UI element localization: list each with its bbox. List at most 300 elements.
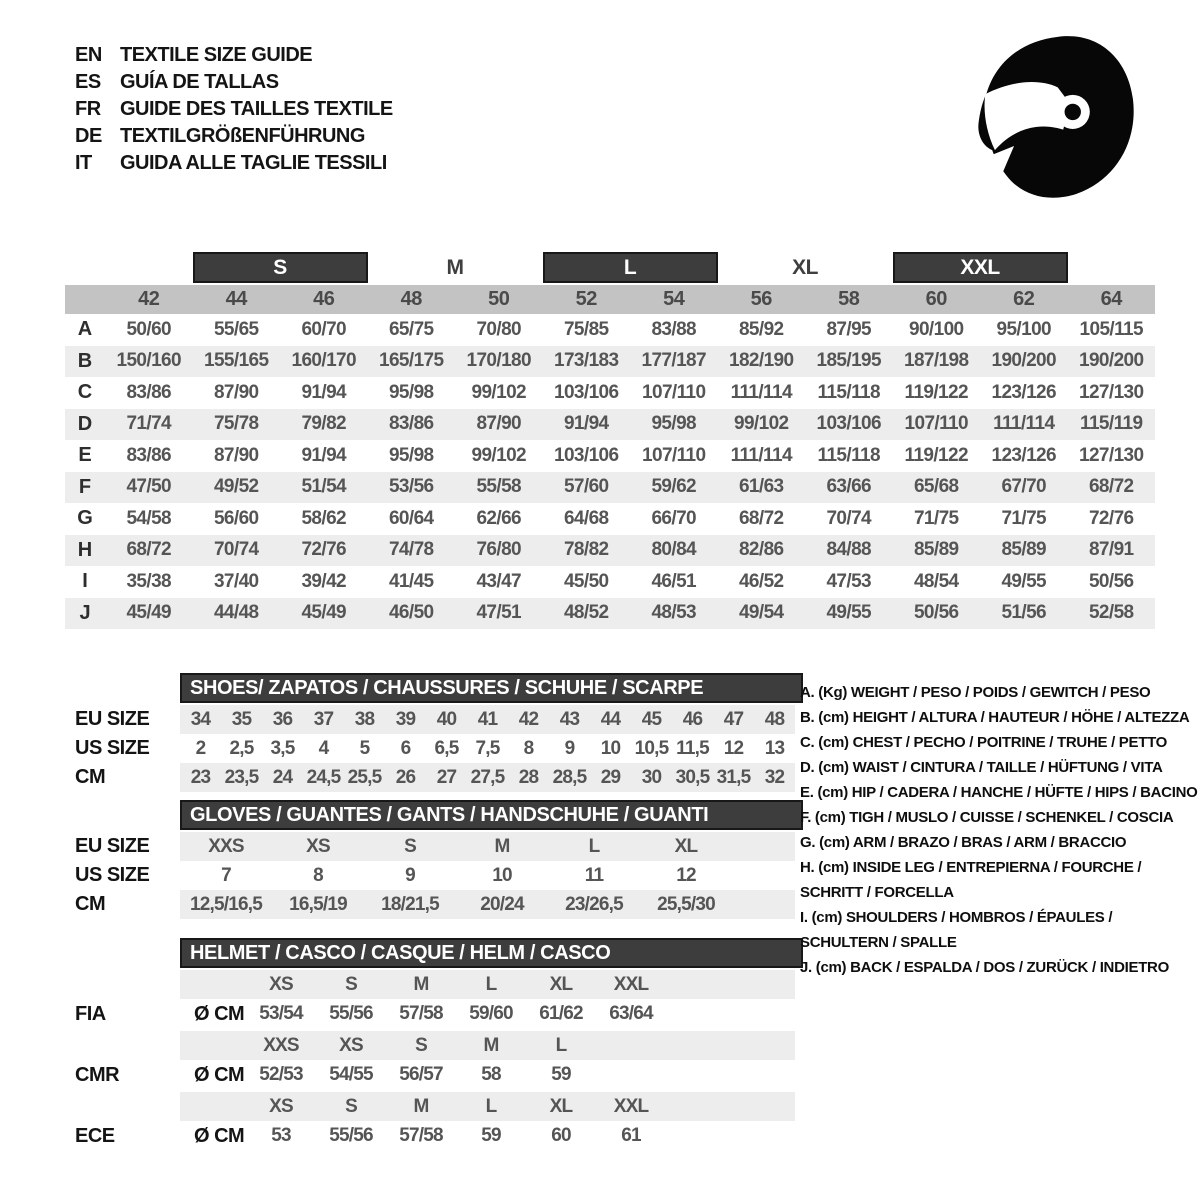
size-label-cell: XXS	[263, 1034, 299, 1056]
helmet-sizes-row-cmr	[65, 1031, 803, 1060]
gloves-row-us-size	[65, 861, 803, 890]
size-value-cell: 68/72	[1088, 476, 1134, 498]
value-cell: 46	[682, 708, 703, 730]
value-cell: 23/26,5	[565, 893, 623, 915]
size-value-cell: 63/66	[826, 476, 872, 498]
value-cell: 18/21,5	[381, 893, 439, 915]
helmet-sizes-band	[180, 1031, 795, 1060]
size-value-cell: 51/54	[301, 476, 347, 498]
value-cell: 38	[354, 708, 375, 730]
language-title: GUIDA ALLE TAGLIE TESSILI	[120, 152, 387, 174]
value-cell: 55/56	[329, 1125, 373, 1146]
language-title: TEXTILGRÖßENFÜHRUNG	[120, 125, 365, 147]
legend-item	[800, 830, 1180, 855]
size-value-cell: 60/70	[301, 318, 347, 340]
size-value-cell: 150/160	[116, 350, 181, 372]
shoes-size-table	[65, 673, 803, 792]
size-value-cell: 91/94	[301, 444, 347, 466]
size-value-cell: 95/98	[388, 444, 434, 466]
size-value-cell: 64/68	[563, 507, 609, 529]
value-cell: 9	[405, 864, 415, 886]
size-value-cell: 83/86	[126, 444, 172, 466]
standard-label: FIA	[75, 1002, 106, 1025]
size-row-a	[65, 314, 1155, 346]
language-title: TEXTILE SIZE GUIDE	[120, 44, 313, 66]
size-value-cell: 46/52	[738, 570, 784, 592]
value-cell: 2	[195, 737, 206, 759]
row-label: EU SIZE	[75, 835, 150, 857]
size-row-c	[65, 377, 1155, 409]
shoes-row-eu-size	[65, 705, 803, 734]
value-cell: 29	[600, 766, 621, 788]
row-label: US SIZE	[75, 864, 150, 886]
size-group-header-row	[65, 252, 1155, 283]
size-value-cell: 50/56	[913, 602, 959, 624]
size-value-cell: 111/114	[730, 444, 792, 466]
language-row	[75, 96, 393, 123]
size-value-cell: 70/74	[826, 507, 872, 529]
value-cell: 27	[436, 766, 457, 788]
helmet-standard-row-fia	[65, 999, 803, 1029]
value-cell: 26	[395, 766, 416, 788]
value-cell: 24,5	[306, 766, 341, 788]
size-row-h	[65, 535, 1155, 567]
size-column-header: 48	[400, 288, 422, 310]
legend-line: SCHRITT / FORCELLA	[800, 884, 954, 901]
value-cell: XL	[674, 835, 698, 857]
helmet-sizes-band	[180, 1092, 795, 1121]
helmet-values-band	[180, 999, 795, 1029]
size-value-cell: 35/38	[126, 570, 172, 592]
size-group-l: L	[543, 252, 718, 283]
size-label-cell: L	[555, 1034, 567, 1056]
legend-line: H. (cm) INSIDE LEG / ENTREPIERNA / FOURCHE /	[800, 859, 1142, 876]
size-value-cell: 61/63	[738, 476, 784, 498]
language-code: EN	[75, 44, 102, 66]
gloves-row-eu-size	[65, 832, 803, 861]
size-column-header: 52	[575, 288, 597, 310]
gloves-rows	[65, 832, 803, 919]
value-cell: 5	[359, 737, 370, 759]
size-label-cell: L	[485, 973, 497, 995]
helmet-section-title: HELMET / CASCO / CASQUE / HELM / CASCO	[180, 938, 803, 968]
value-cell: 10	[492, 864, 512, 886]
legend-line: SCHULTERN / SPALLE	[800, 934, 957, 951]
legend-item	[800, 805, 1180, 830]
size-value-cell: 76/80	[476, 539, 522, 561]
shoes-value-band	[180, 734, 795, 763]
size-value-cell: 103/106	[554, 444, 619, 466]
racing-helmet-icon	[973, 30, 1137, 202]
size-value-cell: 85/89	[1001, 539, 1047, 561]
size-value-cell: 65/75	[388, 318, 434, 340]
size-value-cell: 95/100	[996, 318, 1051, 340]
size-label-cell: XXL	[613, 1095, 649, 1117]
diameter-unit-label: Ø CM	[194, 1063, 245, 1086]
value-cell: 36	[272, 708, 293, 730]
standard-label: ECE	[75, 1124, 115, 1147]
size-value-cell: 51/56	[1001, 602, 1047, 624]
value-cell: 30,5	[675, 766, 710, 788]
size-column-header: 62	[1013, 288, 1035, 310]
size-column-header: 44	[225, 288, 247, 310]
spacer-cell	[65, 970, 180, 999]
size-value-cell: 47/53	[826, 570, 872, 592]
row-letter: A	[77, 318, 93, 341]
value-cell: 8	[313, 864, 323, 886]
value-cell: L	[588, 835, 600, 857]
legend-item	[800, 680, 1180, 705]
size-value-cell: 48/53	[651, 602, 697, 624]
value-cell: XXS	[208, 835, 244, 857]
size-value-cell: 177/187	[641, 350, 706, 372]
spacer-cell	[105, 252, 193, 283]
shoes-rows	[65, 705, 803, 792]
size-label-cell: XS	[269, 1095, 293, 1117]
language-code: DE	[75, 125, 102, 147]
value-cell: 25,5/30	[657, 893, 715, 915]
size-group-s: S	[193, 252, 368, 283]
size-value-cell: 62/66	[476, 507, 522, 529]
value-cell: 53	[271, 1125, 291, 1146]
size-value-cell: 55/58	[476, 476, 522, 498]
size-value-cell: 185/195	[816, 350, 881, 372]
size-value-cell: 103/106	[816, 413, 881, 435]
gloves-section-title: GLOVES / GUANTES / GANTS / HANDSCHUHE / GUANTI	[180, 800, 803, 830]
size-value-cell: 107/110	[642, 444, 706, 466]
row-letter: E	[78, 444, 92, 467]
value-cell: 20/24	[480, 893, 524, 915]
size-value-cell: 190/200	[991, 350, 1056, 372]
value-cell: 27,5	[470, 766, 505, 788]
value-cell: 13	[764, 737, 785, 759]
row-label: US SIZE	[75, 737, 150, 759]
size-value-cell: 155/165	[204, 350, 269, 372]
size-value-cell: 49/55	[1001, 570, 1047, 592]
shoes-value-band	[180, 705, 795, 734]
gloves-value-band	[180, 890, 795, 919]
language-row	[75, 42, 393, 69]
value-cell: M	[494, 835, 510, 857]
size-label-cell: M	[413, 1095, 429, 1117]
size-label-cell: L	[485, 1095, 497, 1117]
size-value-cell: 71/75	[1001, 507, 1047, 529]
value-cell: 4	[318, 737, 329, 759]
size-value-cell: 85/92	[738, 318, 784, 340]
size-value-cell: 115/118	[817, 444, 880, 466]
size-value-cell: 107/110	[642, 381, 706, 403]
spacer-cell	[65, 1092, 180, 1121]
row-letter: G	[77, 507, 93, 530]
row-label: EU SIZE	[75, 708, 150, 730]
legend-line: F. (cm) TIGH / MUSLO / CUISSE / SCHENKEL / COSCIA	[800, 809, 1174, 826]
size-value-cell: 87/90	[213, 444, 259, 466]
size-column-header: 50	[488, 288, 510, 310]
size-label-cell: S	[345, 1095, 357, 1117]
size-row-i	[65, 566, 1155, 598]
size-value-cell: 71/75	[913, 507, 959, 529]
size-value-cell: 119/122	[904, 381, 968, 403]
spacer-cell	[65, 252, 105, 283]
size-label-cell: XS	[339, 1034, 363, 1056]
size-value-cell: 91/94	[563, 413, 609, 435]
value-cell: 60	[551, 1125, 571, 1146]
value-cell: 52/53	[259, 1064, 303, 1085]
size-value-cell: 55/65	[213, 318, 259, 340]
value-cell: 45	[641, 708, 662, 730]
shoes-row-us-size	[65, 734, 803, 763]
size-value-cell: 59/62	[651, 476, 697, 498]
legend-item	[800, 755, 1180, 780]
size-label-cell: S	[415, 1034, 427, 1056]
size-value-cell: 80/84	[651, 539, 697, 561]
helmet-rows	[65, 970, 803, 1151]
row-letter: C	[77, 381, 93, 404]
shoes-value-band	[180, 763, 795, 792]
value-cell: 23,5	[224, 766, 259, 788]
size-value-cell: 48/52	[563, 602, 609, 624]
legend-line: I. (cm) SHOULDERS / HOMBROS / ÉPAULES /	[800, 909, 1113, 926]
value-cell: 25,5	[347, 766, 382, 788]
value-cell: 6	[400, 737, 411, 759]
visor-pivot-center	[1065, 104, 1081, 120]
value-cell: 61	[621, 1125, 641, 1146]
legend-item	[800, 905, 1180, 955]
size-value-cell: 83/86	[388, 413, 434, 435]
row-letter: F	[78, 475, 92, 498]
size-value-cell: 99/102	[471, 444, 526, 466]
size-value-cell: 99/102	[733, 413, 789, 435]
row-label: CM	[75, 766, 106, 788]
value-cell: 32	[764, 766, 785, 788]
size-column-header: 58	[838, 288, 860, 310]
size-label-cell: S	[345, 973, 357, 995]
value-cell: 53/54	[259, 1003, 303, 1024]
value-cell: 8	[523, 737, 534, 759]
value-cell: 40	[436, 708, 457, 730]
size-value-cell: 79/82	[301, 413, 347, 435]
size-label-cell: XL	[549, 973, 573, 995]
value-cell: 7,5	[475, 737, 500, 759]
size-value-cell: 119/122	[904, 444, 968, 466]
size-column-header: 42	[138, 288, 160, 310]
size-value-cell: 45/49	[126, 602, 172, 624]
size-label-cell: XS	[269, 973, 293, 995]
spacer-cell	[65, 1031, 180, 1060]
value-cell: 30	[641, 766, 662, 788]
size-value-cell: 43/47	[476, 570, 522, 592]
helmet-sizes-row-fia	[65, 970, 803, 999]
size-value-cell: 50/56	[1088, 570, 1134, 592]
value-cell: 57/58	[399, 1003, 443, 1024]
size-value-cell: 123/126	[991, 444, 1056, 466]
language-row	[75, 150, 393, 177]
diameter-unit-label: Ø CM	[194, 1002, 245, 1025]
size-value-cell: 170/180	[466, 350, 531, 372]
gloves-size-table	[65, 800, 803, 919]
value-cell: 47	[723, 708, 744, 730]
value-cell: 59	[551, 1064, 571, 1085]
size-value-cell: 111/114	[730, 381, 792, 403]
language-title: GUIDE DES TAILLES TEXTILE	[120, 98, 393, 120]
language-title-block	[75, 42, 393, 177]
value-cell: 12	[676, 864, 696, 886]
legend-item	[800, 855, 1180, 905]
size-value-cell: 75/78	[213, 413, 259, 435]
value-cell: 39	[395, 708, 416, 730]
legend-line: G. (cm) ARM / BRAZO / BRAS / ARM / BRACCIO	[800, 834, 1127, 851]
size-value-cell: 67/70	[1001, 476, 1047, 498]
size-value-cell: 50/60	[126, 318, 172, 340]
size-value-cell: 111/114	[993, 413, 1055, 435]
shoes-row-cm	[65, 763, 803, 792]
value-cell: 58	[481, 1064, 501, 1085]
size-value-cell: 46/50	[388, 602, 434, 624]
value-cell: 11,5	[676, 737, 709, 759]
legend-item	[800, 955, 1180, 980]
size-value-cell: 127/130	[1079, 444, 1144, 466]
value-cell: 55/56	[329, 1003, 373, 1024]
value-cell: S	[404, 835, 416, 857]
size-value-cell: 71/74	[126, 413, 172, 435]
value-cell: 23	[190, 766, 211, 788]
row-letter: J	[79, 601, 91, 624]
language-row	[75, 69, 393, 96]
value-cell: 31,5	[716, 766, 751, 788]
size-value-cell: 65/68	[913, 476, 959, 498]
value-cell: 42	[518, 708, 539, 730]
value-cell: 12	[723, 737, 744, 759]
size-value-cell: 87/90	[213, 381, 259, 403]
value-cell: 28,5	[552, 766, 587, 788]
helmet-sizes-band	[180, 970, 795, 999]
row-label: CM	[75, 893, 106, 915]
size-value-cell: 165/175	[379, 350, 444, 372]
gloves-row-cm	[65, 890, 803, 919]
spacer-cell	[180, 1031, 246, 1060]
value-cell: 57/58	[399, 1125, 443, 1146]
helmet-size-table	[65, 938, 803, 1151]
value-cell: 12,5/16,5	[189, 893, 263, 915]
value-cell: 59	[481, 1125, 501, 1146]
size-value-cell: 74/78	[388, 539, 434, 561]
language-title: GUÍA DE TALLAS	[120, 71, 279, 93]
size-value-cell: 68/72	[738, 507, 784, 529]
legend-line: J. (cm) BACK / ESPALDA / DOS / ZURÜCK / INDIETRO	[800, 959, 1169, 976]
size-value-cell: 87/95	[826, 318, 872, 340]
value-cell: 61/62	[539, 1003, 583, 1024]
size-value-cell: 99/102	[471, 381, 526, 403]
size-value-cell: 54/58	[126, 507, 172, 529]
size-value-cell: 72/76	[1088, 507, 1134, 529]
size-value-cell: 78/82	[563, 539, 609, 561]
size-value-cell: 173/183	[554, 350, 619, 372]
size-value-cell: 39/42	[301, 570, 347, 592]
value-cell: 35	[231, 708, 252, 730]
helmet-values-band	[180, 1060, 795, 1090]
legend-line: B. (cm) HEIGHT / ALTURA / HAUTEUR / HÖHE / ALTEZZA	[800, 709, 1190, 726]
size-value-cell: 49/55	[826, 602, 872, 624]
gloves-value-band	[180, 861, 795, 890]
value-cell: 41	[477, 708, 498, 730]
size-value-cell: 83/86	[126, 381, 172, 403]
size-value-cell: 115/119	[1080, 413, 1143, 435]
row-letter: D	[77, 412, 93, 435]
size-value-cell: 60/64	[388, 507, 434, 529]
value-cell: 10,5	[634, 737, 669, 759]
size-row-d	[65, 409, 1155, 441]
size-value-cell: 87/91	[1088, 539, 1134, 561]
size-value-cell: 115/118	[817, 381, 880, 403]
helmet-standard-row-ece	[65, 1121, 803, 1151]
size-value-cell: 160/170	[291, 350, 356, 372]
size-value-cell: 57/60	[563, 476, 609, 498]
size-value-cell: 41/45	[388, 570, 434, 592]
value-cell: 24	[272, 766, 293, 788]
size-value-cell: 75/85	[563, 318, 609, 340]
size-value-cell: 182/190	[729, 350, 794, 372]
size-value-cell: 46/51	[651, 570, 697, 592]
size-value-cell: 45/50	[563, 570, 609, 592]
size-value-cell: 107/110	[904, 413, 968, 435]
size-label-cell: XL	[549, 1095, 573, 1117]
size-row-j	[65, 598, 1155, 630]
value-cell: 6,5	[434, 737, 459, 759]
size-group-xxl: XXL	[893, 252, 1068, 283]
size-value-cell: 47/51	[476, 602, 522, 624]
standard-label: CMR	[75, 1063, 120, 1086]
size-value-cell: 87/90	[476, 413, 522, 435]
legend-line: A. (Kg) WEIGHT / PESO / POIDS / GEWITCH / PESO	[800, 684, 1151, 701]
value-cell: 16,5/19	[289, 893, 347, 915]
size-value-cell: 49/52	[213, 476, 259, 498]
size-value-cell: 90/100	[908, 318, 964, 340]
size-columns-header-row	[65, 285, 1155, 314]
size-value-cell: 82/86	[738, 539, 784, 561]
measurement-legend	[800, 680, 1198, 980]
size-value-cell: 95/98	[651, 413, 697, 435]
size-row-f	[65, 472, 1155, 504]
size-value-cell: 53/56	[388, 476, 434, 498]
legend-line: D. (cm) WAIST / CINTURA / TAILLE / HÜFTUNG / VITA	[800, 759, 1163, 776]
size-value-cell: 58/62	[301, 507, 347, 529]
size-value-cell: 52/58	[1088, 602, 1134, 624]
value-cell: 37	[313, 708, 334, 730]
size-value-cell: 103/106	[554, 381, 619, 403]
language-code: IT	[75, 152, 92, 174]
legend-line: C. (cm) CHEST / PECHO / POITRINE / TRUHE / PETTO	[800, 734, 1168, 751]
size-column-header: 64	[1100, 288, 1122, 310]
value-cell: 44	[600, 708, 621, 730]
textile-size-table	[65, 252, 1155, 629]
diameter-unit-label: Ø CM	[194, 1124, 245, 1147]
size-group-m: M	[446, 255, 464, 279]
value-cell: 2,5	[229, 737, 254, 759]
value-cell: 11	[584, 864, 604, 886]
row-letter: B	[77, 349, 93, 372]
size-row-b	[65, 346, 1155, 378]
language-code: FR	[75, 98, 101, 120]
size-column-header: 60	[925, 288, 947, 310]
size-group-xl: XL	[792, 255, 818, 279]
spacer-cell	[180, 970, 246, 999]
size-value-cell: 85/89	[913, 539, 959, 561]
size-value-cell: 47/50	[126, 476, 172, 498]
size-column-header: 46	[313, 288, 335, 310]
helmet-sizes-row-ece	[65, 1092, 803, 1121]
size-label-cell: M	[483, 1034, 499, 1056]
value-cell: 48	[764, 708, 785, 730]
